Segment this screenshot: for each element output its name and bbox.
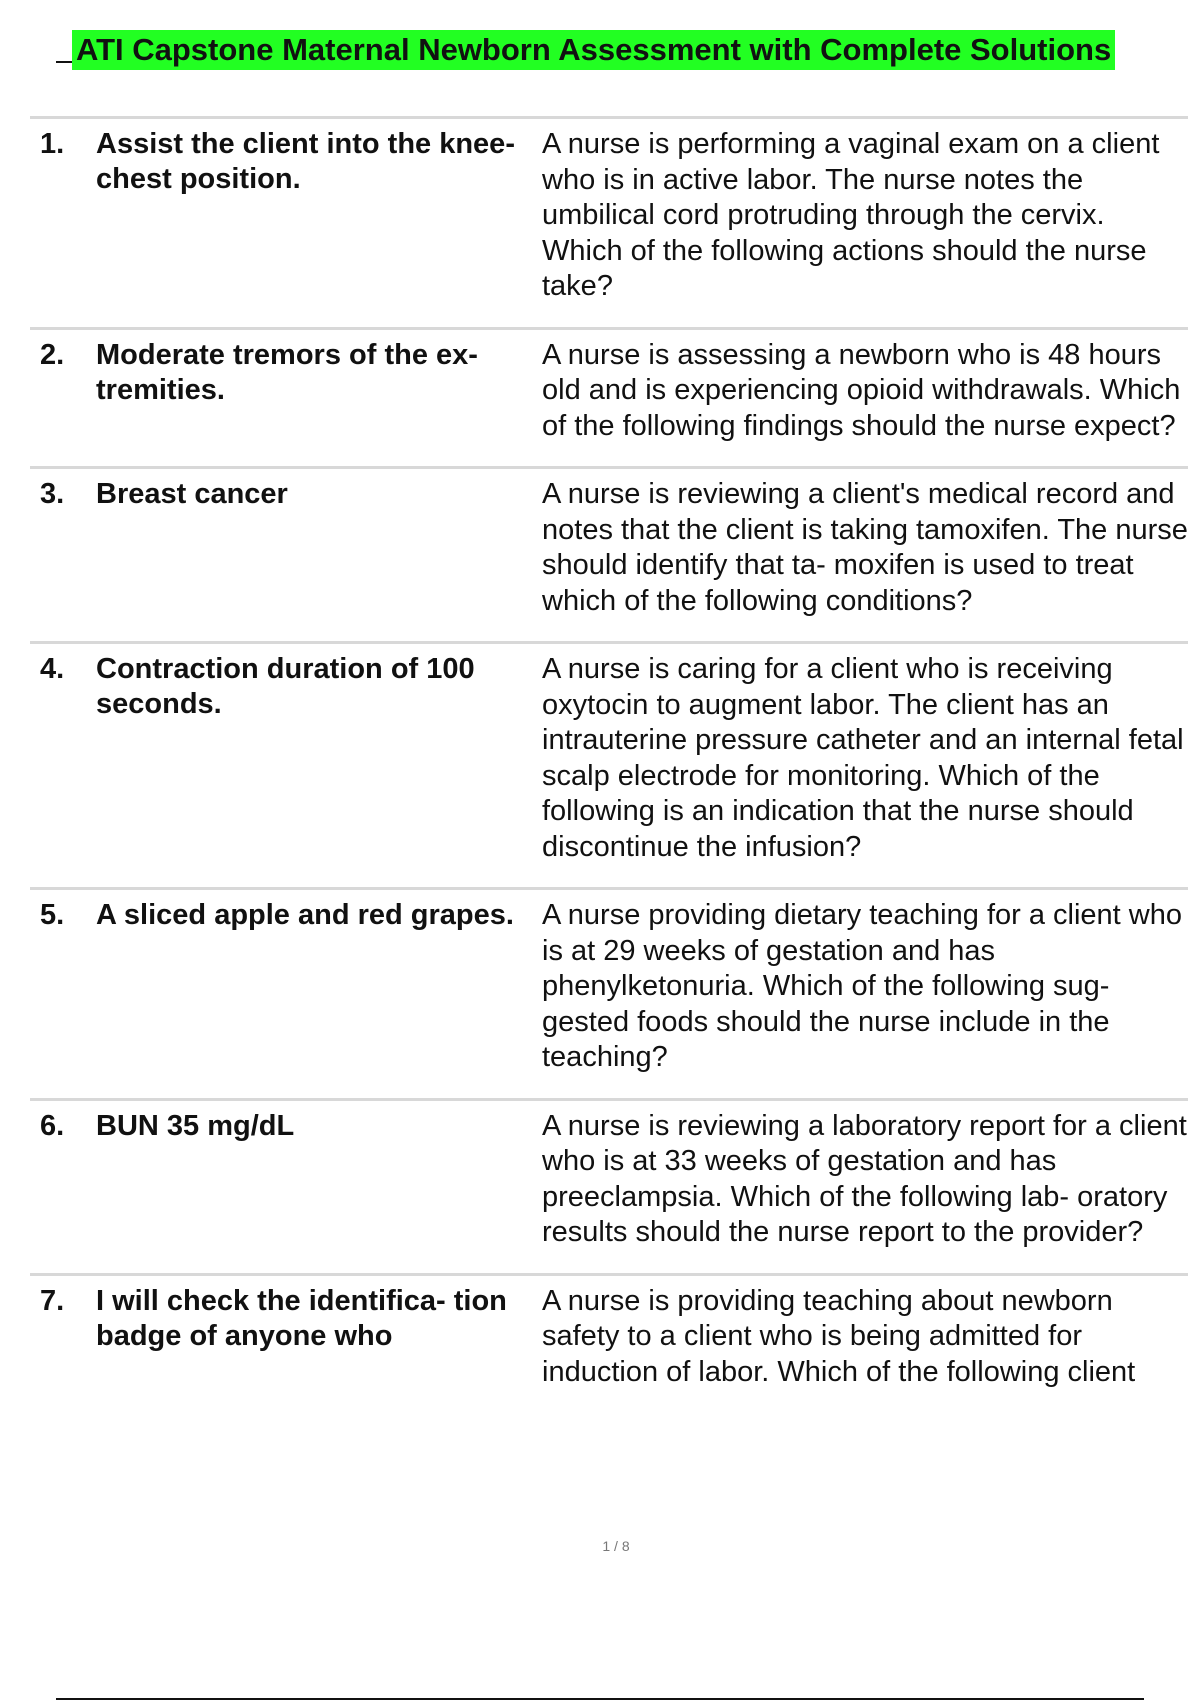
item-answer: Assist the client into the knee-chest position. [96,128,515,195]
item-question: A nurse is performing a vaginal exam on a client who is in active labor. The nurse notes the umbilical cord protruding through the cervix. Which of the following actions should the nurse take? [542,128,1160,302]
item-number: 6. [40,1109,65,1142]
document-header [56,30,1115,70]
item-answer: I will check the identifica- tion badge of anyone who [96,1284,507,1352]
item-answer: BUN 35 mg/dL [96,1109,295,1142]
item-question: A nurse is providing teaching about newborn safety to a client who is being admitted for induction of labor. Which of the following client [542,1284,1136,1388]
item-question: A nurse is reviewing a laboratory report for a client who is at 33 weeks of gestation and has preeclampsia. Which of the following lab- oratory results should the nurse report to the provider? [542,1109,1187,1248]
item-number: 5. [40,899,65,931]
item-answer: A sliced apple and red grapes. [96,899,514,931]
item-answer: Breast cancer [96,478,288,510]
item-answer: Contraction duration of 100 seconds. [96,653,475,720]
item-number: 3. [40,478,65,510]
item-number: 4. [40,653,65,685]
page-number: 1 / 8 [602,1538,630,1554]
item-question: A nurse is caring for a client who is receiving oxytocin to augment labor. The client has an intrauterine pressure catheter and an internal fetal scalp electrode for monitoring. Which of the following is an indication that the nurse should discontinue the infusion? [542,653,1184,863]
qa-table [30,116,1188,1412]
item-answer: Moderate tremors of the ex- tremities. [96,338,478,406]
qa-row [30,644,1188,890]
qa-row [30,1276,1188,1413]
qa-row [30,890,1188,1101]
qa-row [30,1101,1188,1276]
item-question: A nurse is assessing a newborn who is 48 hours old and is experiencing opioid withdrawals. Which of the following findings should the nurse expect? [542,338,1181,442]
item-number: 2. [40,338,65,371]
item-question: A nurse is reviewing a client's medical record and notes that the client is taking tamoxifen. The nurse should identify that ta- moxifen is used to treat which of the following conditions? [542,478,1188,617]
item-question: A nurse providing dietary teaching for a client who is at 29 weeks of gestation and has phenylketonuria. Which of the following sug- gested foods should the nurse include in the teaching? [542,899,1182,1073]
item-number: 7. [40,1284,65,1317]
qa-row [30,330,1188,470]
item-number: 1. [40,128,65,160]
document-title: ATI Capstone Maternal Newborn Assessment with Complete Solutions [72,30,1115,70]
qa-row [30,119,1188,330]
qa-row [30,469,1188,644]
title-dash [56,61,72,63]
